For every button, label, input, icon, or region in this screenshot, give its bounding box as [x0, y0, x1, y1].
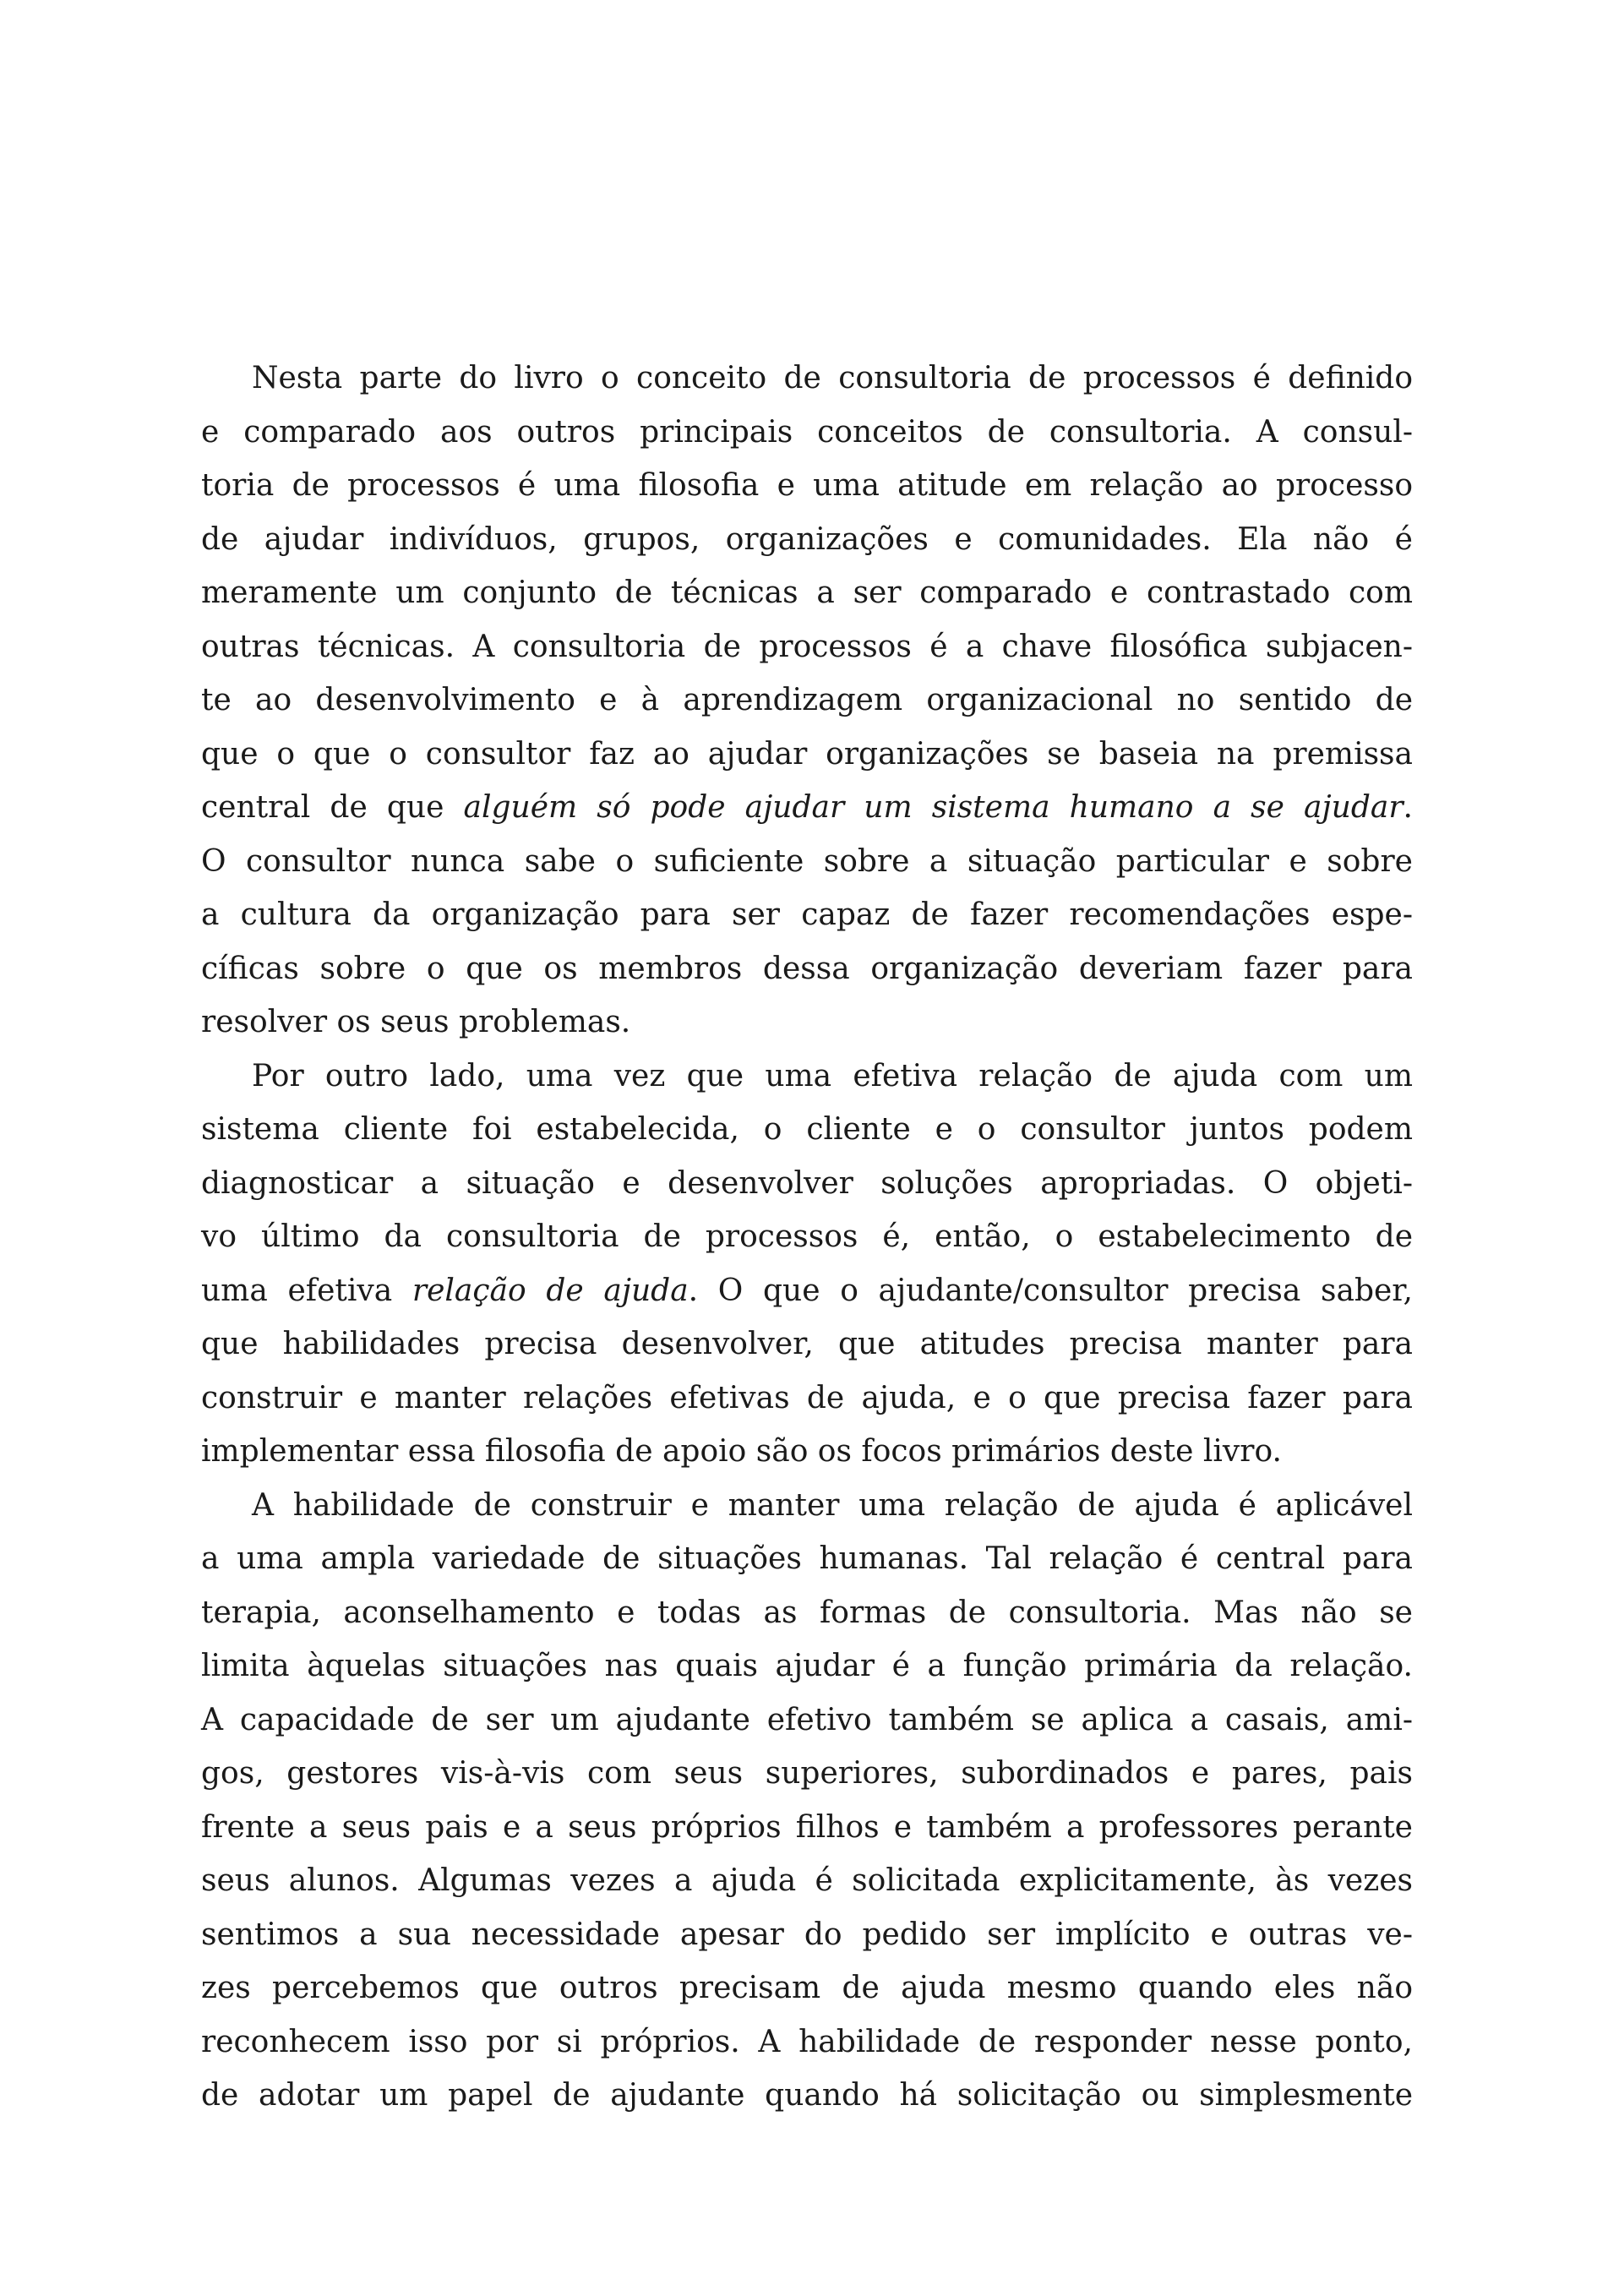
text-line: zes percebemos que outros precisam de ajuda mesmo quando eles não — [201, 1971, 1413, 2005]
text-line: meramente um conjunto de técnicas a ser comparado e contrastado com — [201, 575, 1413, 610]
text-line: que habilidades precisa desenvolver, que atitudes precisa manter para — [201, 1327, 1413, 1361]
emphasis-text: relação de ajuda — [412, 1273, 689, 1308]
text-line: O consultor nunca sabe o suficiente sobre a situação particular e sobre — [201, 843, 1413, 879]
text-line: terapia, aconselhamento e todas as formas de consultoria. Mas não se — [201, 1595, 1413, 1630]
emphasis-text: alguém só pode ajudar um sistema humano a se ajudar — [463, 790, 1404, 825]
text-line: Por outro lado, uma vez que uma efetiva relação de ajuda com um — [252, 1058, 1413, 1093]
text-line: construir e manter relações efetivas de ajuda, e o que precisa fazer para — [201, 1380, 1413, 1415]
text-line: reconhecem isso por si próprios. A habilidade de responder nesse ponto, — [201, 2024, 1413, 2059]
text-line: sentimos a sua necessidade apesar do pedido ser implícito e outras ve- — [201, 1917, 1413, 1952]
text-segment: . — [1403, 790, 1413, 825]
text-segment: central de que — [201, 790, 464, 825]
text-line: de ajudar indivíduos, grupos, organizações e comunidades. Ela não é — [201, 521, 1413, 557]
text-line: Nesta parte do livro o conceito de consultoria de processos é definido — [252, 361, 1413, 395]
text-line: diagnosticar a situação e desenvolver soluções apropriadas. O objeti- — [201, 1165, 1413, 1201]
text-line: limita àquelas situações nas quais ajudar é a função primária da relação. — [201, 1649, 1413, 1683]
text-line: implementar essa filosofia de apoio são os focos primários deste livro. — [201, 1434, 1282, 1469]
text-line: gos, gestores vis-à-vis com seus superiores, subordinados e pares, pais — [201, 1756, 1413, 1791]
text-segment: . O que o ajudante/consultor precisa saber, — [688, 1273, 1414, 1308]
text-line: que o que o consultor faz ao ajudar organizações se baseia na premissa — [201, 736, 1413, 772]
page-body — [201, 352, 1413, 2123]
text-line — [201, 1264, 1413, 1318]
text-line: cíficas sobre o que os membros dessa organização deveriam fazer para — [201, 951, 1413, 986]
text-line: outras técnicas. A consultoria de processos é a chave filosófica subjacen- — [201, 629, 1413, 664]
text-segment: uma efetiva — [201, 1273, 412, 1308]
text-line: de adotar um papel de ajudante quando há solicitação ou simplesmente — [201, 2078, 1413, 2113]
text-line — [201, 781, 1413, 835]
text-line: resolver os seus problemas. — [201, 1005, 631, 1039]
text-line: a uma ampla variedade de situações humanas. Tal relação é central para — [201, 1541, 1413, 1576]
text-line: toria de processos é uma filosofia e uma atitude em relação ao processo — [201, 468, 1413, 503]
text-line: e comparado aos outros principais conceitos de consultoria. A consul- — [201, 414, 1413, 450]
text-line: frente a seus pais e a seus próprios filhos e também a professores perante — [201, 1809, 1413, 1845]
text-line: vo último da consultoria de processos é, então, o estabelecimento de — [201, 1219, 1413, 1254]
text-line: te ao desenvolvimento e à aprendizagem organizacional no sentido de — [201, 683, 1413, 717]
text-line: A capacidade de ser um ajudante efetivo também se aplica a casais, ami- — [201, 1702, 1413, 1737]
text-line: A habilidade de construir e manter uma relação de ajuda é aplicável — [252, 1487, 1413, 1523]
text-line: seus alunos. Algumas vezes a ajuda é solicitada explicitamente, às vezes — [201, 1863, 1413, 1898]
text-line: a cultura da organização para ser capaz de fazer recomendações espe- — [201, 897, 1413, 932]
text-line: sistema cliente foi estabelecida, o cliente e o consultor juntos podem — [201, 1112, 1413, 1147]
